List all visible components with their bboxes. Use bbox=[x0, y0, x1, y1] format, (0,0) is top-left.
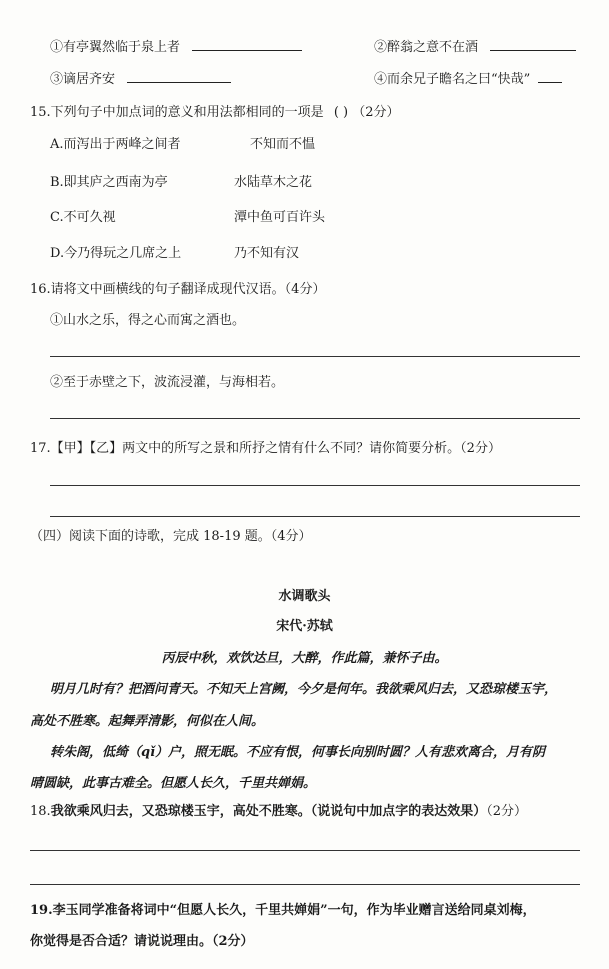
question-text: 15.下列句子中加点词的意义和用法都相同的一项是 bbox=[30, 105, 324, 120]
q14-item-3 bbox=[50, 70, 231, 89]
poem-line-2: 高处不胜寒。起舞弄清影，何似在人间。 bbox=[30, 714, 265, 729]
answer-line[interactable] bbox=[50, 356, 580, 357]
q18-stem bbox=[30, 803, 527, 821]
q15-option-a-left[interactable]: A.而泻出于两峰之间者 bbox=[50, 137, 181, 152]
answer-line[interactable] bbox=[50, 485, 580, 486]
score-label: （2分） bbox=[486, 804, 527, 819]
answer-line[interactable] bbox=[30, 884, 580, 885]
item-number: ④ bbox=[374, 72, 388, 87]
q15-option-d-left[interactable]: D.今乃得玩之几席之上 bbox=[50, 246, 182, 261]
question-text: 我欲乘风归去，又恐琼楼玉宇，高处不胜寒。（说说句中加点字的表达效果） bbox=[50, 804, 487, 819]
poem-preface: 丙辰中秋，欢饮达旦，大醉，作此篇，兼怀子由。 bbox=[161, 651, 448, 666]
q15-option-d-right: 乃不知有汉 bbox=[234, 246, 300, 261]
q16-stem: 16.请将文中画横线的句子翻译成现代汉语。（4分） bbox=[30, 282, 326, 297]
q14-item-1 bbox=[50, 38, 302, 57]
q14-item-2 bbox=[374, 38, 576, 57]
q15-option-c-right: 潭中鱼可百许头 bbox=[234, 210, 326, 225]
answer-blank[interactable] bbox=[490, 38, 576, 51]
poem-line-1: 明月几时有？把酒问青天。不知天上宫阙，今夕是何年。我欲乘风归去，又恐琼楼玉宇， bbox=[50, 682, 558, 697]
answer-paren[interactable]: ( ) bbox=[333, 105, 349, 120]
score-label: （2分） bbox=[352, 105, 400, 120]
q14-item-4 bbox=[374, 70, 562, 89]
q19-stem-line-2: 你觉得是否合适？请说说理由。（2分） bbox=[30, 934, 254, 949]
item-text: 醉翁之意不在酒 bbox=[387, 40, 479, 55]
q15-stem bbox=[30, 104, 400, 122]
item-text: 谪居齐安 bbox=[63, 72, 116, 87]
q15-option-b-left[interactable]: B.即其庐之西南为亭 bbox=[50, 175, 168, 190]
poem-title: 水调歌头 bbox=[278, 589, 331, 604]
q17-stem: 17.【甲】【乙】两文中的所写之景和所抒之情有什么不同？请你简要分析。（2分） bbox=[30, 441, 501, 456]
answer-line[interactable] bbox=[50, 516, 580, 517]
item-number: ② bbox=[374, 40, 388, 55]
section-heading: （四）阅读下面的诗歌，完成 18-19 题。（4分） bbox=[30, 529, 312, 544]
answer-line[interactable] bbox=[30, 850, 580, 851]
q16-sentence-1: ①山水之乐，得之心而寓之酒也。 bbox=[50, 313, 246, 328]
poem-author: 宋代·苏轼 bbox=[276, 619, 333, 634]
item-number: ① bbox=[50, 40, 64, 55]
poem-line-3: 转朱阁，低绮（qǐ）户，照无眠。不应有恨，何事长向别时圆？人有悲欢离合，月有阴 bbox=[50, 745, 546, 760]
item-text: 而余兄子瞻名之曰“快哉” bbox=[387, 72, 531, 87]
answer-blank[interactable] bbox=[127, 70, 231, 83]
item-number: ③ bbox=[50, 72, 64, 87]
item-text: 有亭翼然临于泉上者 bbox=[63, 40, 181, 55]
poem-line-4: 晴圆缺，此事古难全。但愿人长久，千里共婵娟。 bbox=[30, 776, 317, 791]
q15-option-a-right: 不知而不愠 bbox=[250, 137, 316, 152]
question-number: 18. bbox=[30, 804, 51, 819]
q16-sentence-2: ②至于赤壁之下，波流浸灌，与海相若。 bbox=[50, 375, 285, 390]
answer-line[interactable] bbox=[50, 418, 580, 419]
answer-blank[interactable] bbox=[192, 38, 302, 51]
answer-blank[interactable] bbox=[538, 70, 562, 83]
q15-option-c-left[interactable]: C.不可久视 bbox=[50, 210, 116, 225]
q15-option-b-right: 水陆草木之花 bbox=[234, 175, 313, 190]
q19-stem-line-1: 19.李玉同学准备将词中“但愿人长久，千里共婵娟”一句，作为毕业赠言送给同桌刘梅， bbox=[30, 903, 536, 918]
